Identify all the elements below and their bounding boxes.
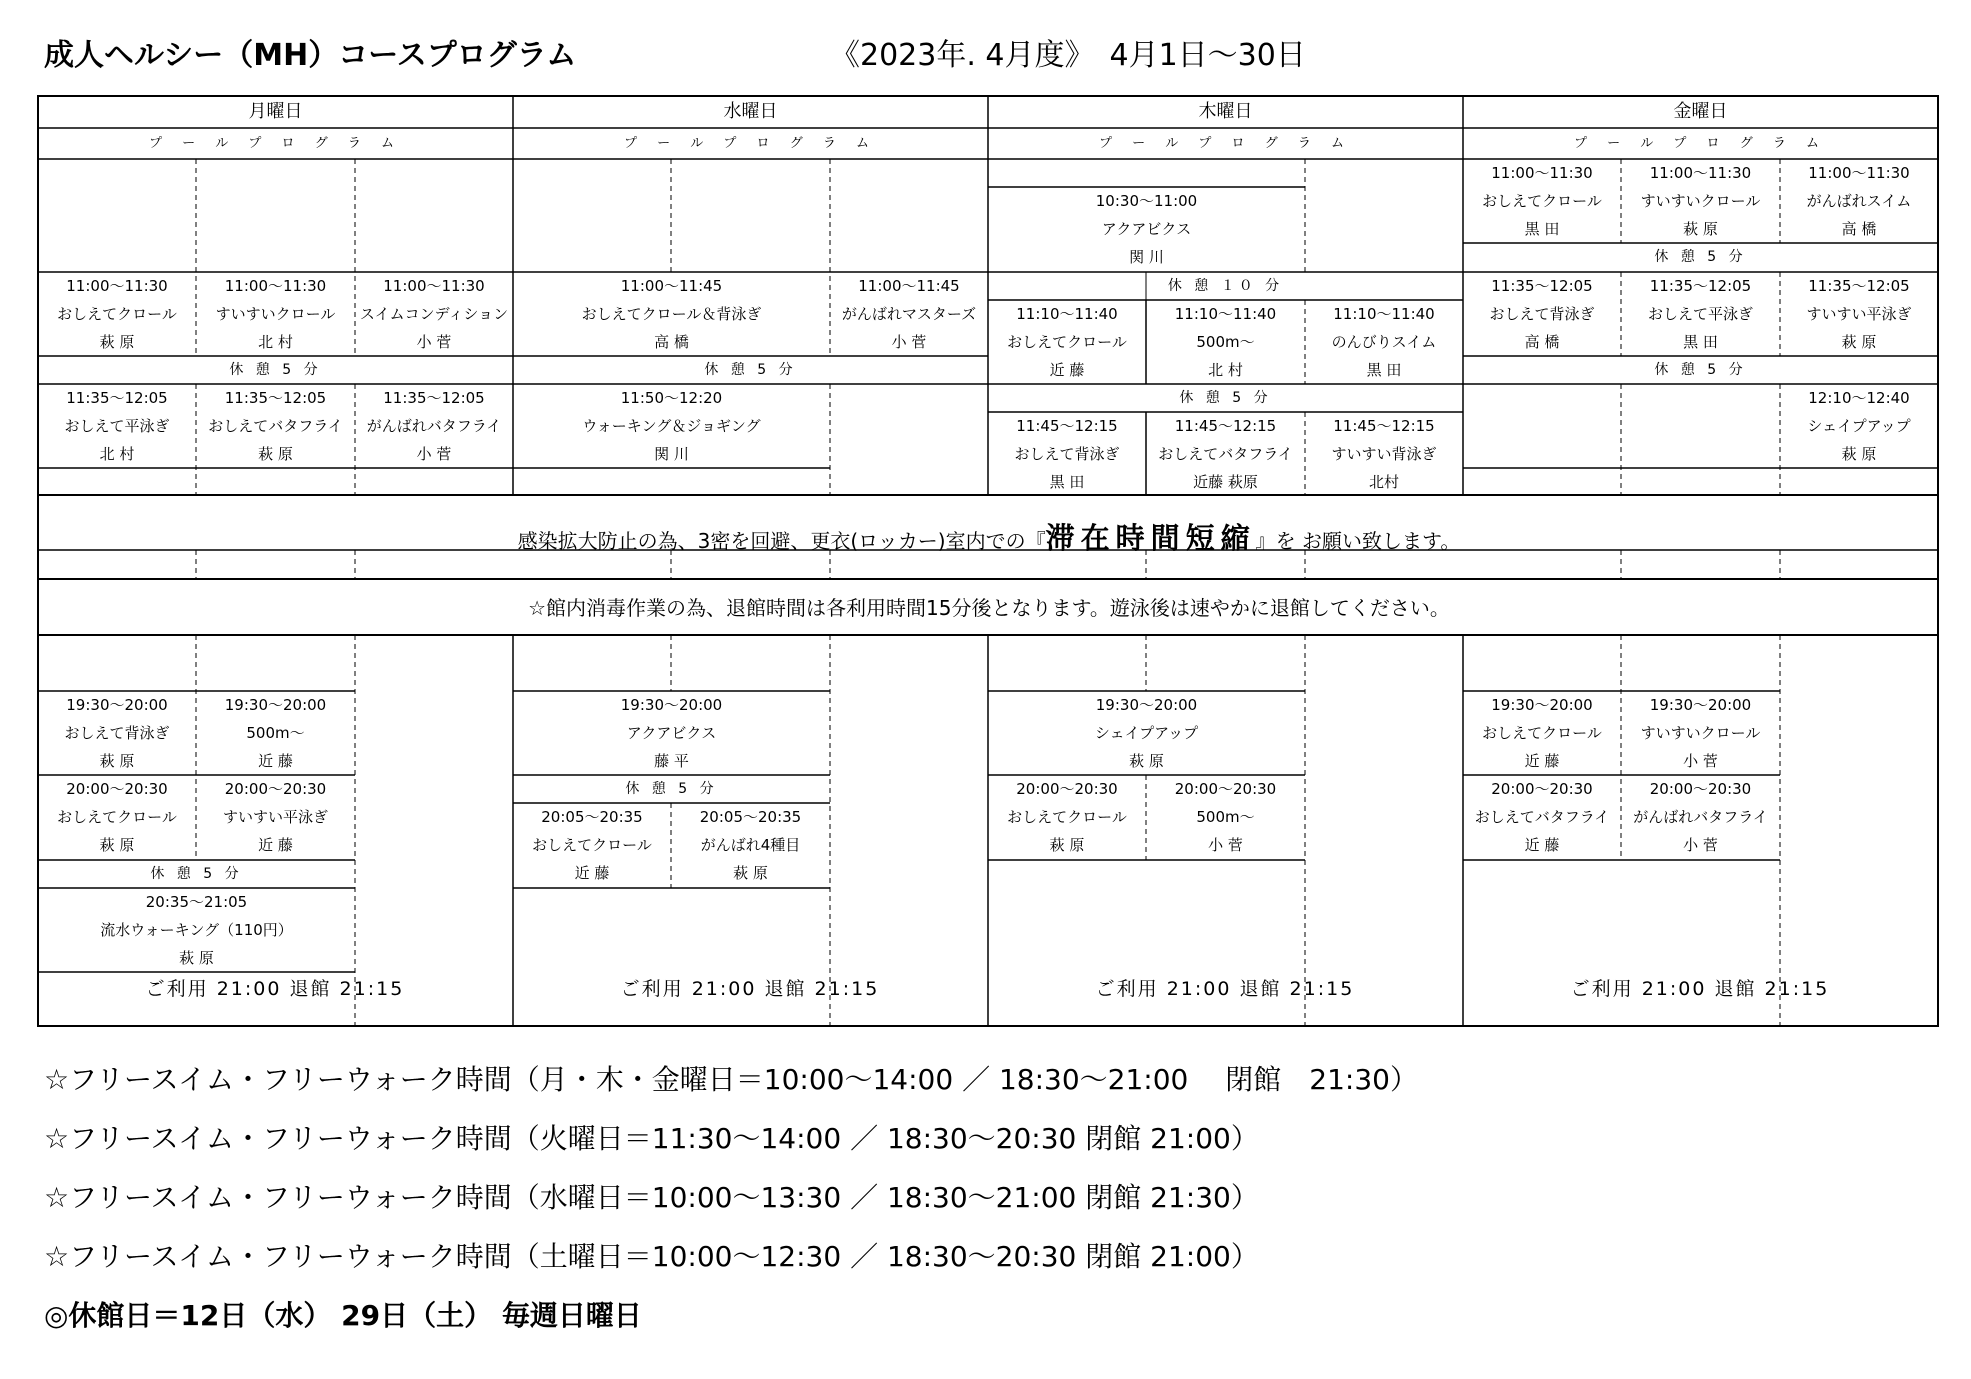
class-time: 20:05～20:35 <box>699 808 802 826</box>
class-instructor: 黒 田 <box>1366 361 1402 379</box>
class-time: 11:00～11:30 <box>66 277 168 295</box>
class-time: 11:10～11:40 <box>1016 305 1118 323</box>
class-name: おしえて平泳ぎ <box>1647 305 1753 323</box>
class-time: 19:30～20:00 <box>1649 696 1752 714</box>
class-instructor: 近 藤 <box>258 836 293 854</box>
class-name: がんばれスイム <box>1806 192 1912 210</box>
class-time: 11:35～12:05 <box>66 389 168 407</box>
class-instructor: 小 菅 <box>416 333 452 351</box>
free-swim-line: ☆フリースイム・フリーウォーク時間（火曜日＝11:30～14:00 ／ 18:30～20:30 閉館 21:00） <box>44 1122 1259 1155</box>
class-instructor: 藤 平 <box>654 752 689 770</box>
class-time: 11:35～12:05 <box>1649 277 1752 295</box>
class-time: 11:45～12:15 <box>1174 417 1277 435</box>
class-name: すいすいクロール <box>1640 724 1761 742</box>
break-label: 休 憩 １０ 分 <box>1167 278 1284 294</box>
class-name: ウォーキング＆ジョギング <box>582 417 761 435</box>
class-instructor: 北 村 <box>258 333 293 351</box>
break-label: 休 憩 5 分 <box>1654 249 1747 265</box>
class-time: 19:30～20:00 <box>1095 696 1198 714</box>
class-name: おしえてクロール <box>57 305 177 323</box>
class-time: 11:00～11:45 <box>858 277 960 295</box>
class-name: のんびりスイム <box>1331 333 1437 351</box>
class-name: おしえてクロール <box>57 808 177 826</box>
class-instructor: 北 村 <box>1208 361 1243 379</box>
class-time: 10:30～11:00 <box>1095 192 1198 210</box>
class-name: 流水ウォーキング（110円） <box>100 921 293 939</box>
class-name: おしえて背泳ぎ <box>1489 305 1595 323</box>
class-instructor: 黒 田 <box>1049 473 1085 491</box>
class-instructor: 小 菅 <box>416 445 452 463</box>
class-time: 19:30～20:00 <box>1491 696 1593 714</box>
class-instructor: 北 村 <box>99 445 135 463</box>
notice-stay-short: 感染拡大防止の為、3密を回避、更衣(ロッカー)室内での『滞在時間短縮』を お願い致します。 <box>517 521 1461 555</box>
class-name: おしえて背泳ぎ <box>64 724 170 742</box>
free-swim-line: ☆フリースイム・フリーウォーク時間（水曜日＝10:00～13:30 ／ 18:30～21:00 閉館 21:30） <box>44 1181 1259 1214</box>
class-name: おしえてバタフライ <box>1474 808 1610 826</box>
class-name: おしえてクロール <box>1482 724 1602 742</box>
class-instructor: 黒 田 <box>1683 333 1718 351</box>
class-time: 11:00～11:30 <box>224 277 327 295</box>
class-name: がんばれ4種目 <box>700 836 801 854</box>
class-time: 11:00～11:30 <box>1808 164 1910 182</box>
class-instructor: 高 橋 <box>1524 333 1560 351</box>
break-label: 休 憩 5 分 <box>704 362 797 378</box>
class-name: すいすい平泳ぎ <box>222 808 328 826</box>
class-time: 20:00～20:30 <box>1016 780 1118 798</box>
class-instructor: 近 藤 <box>1524 836 1560 854</box>
day-header-friday: 金曜日 <box>1673 101 1728 122</box>
class-name: すいすいクロール <box>215 305 336 323</box>
class-time: 11:10～11:40 <box>1333 305 1435 323</box>
break-label: 休 憩 5 分 <box>150 866 243 882</box>
notice-disinfection: ☆館内消毒作業の為、退館時間は各利用時間15分後となります。遊泳後は速やかに退館してください。 <box>528 596 1450 620</box>
class-time: 20:00～20:30 <box>1174 780 1277 798</box>
class-instructor: 高 橋 <box>1841 220 1877 238</box>
class-name: すいすい背泳ぎ <box>1331 445 1437 463</box>
class-name: がんばれマスターズ <box>841 305 977 323</box>
class-time: 11:10～11:40 <box>1174 305 1277 323</box>
break-label: 休 憩 5 分 <box>1654 362 1747 378</box>
free-swim-line: ☆フリースイム・フリーウォーク時間（月・木・金曜日＝10:00～14:00 ／ 18:30～21:00 閉館 21:30） <box>44 1063 1418 1096</box>
pool-program-label: プ ー ル プ ロ グ ラ ム <box>1574 136 1827 151</box>
class-name: スイムコンディション <box>359 305 509 323</box>
class-name: アクアビクス <box>1101 220 1192 238</box>
class-instructor: 萩 原 <box>99 836 135 854</box>
class-time: 11:35～12:05 <box>1491 277 1593 295</box>
holiday-line: ◎休館日＝12日（水） 29日（土） 毎週日曜日 <box>44 1299 642 1332</box>
class-instructor: 小 菅 <box>1683 752 1718 770</box>
break-label: 休 憩 5 分 <box>229 362 322 378</box>
class-instructor: 萩 原 <box>1841 333 1877 351</box>
class-time: 11:00～11:30 <box>1491 164 1593 182</box>
class-name: おしえて背泳ぎ <box>1014 445 1120 463</box>
class-instructor: 萩 原 <box>1841 445 1877 463</box>
break-label: 休 憩 5 分 <box>625 781 718 797</box>
period-label: 《2023年. 4月度》 4月1日～30日 <box>830 38 1306 73</box>
pool-program-label: プ ー ル プ ロ グ ラ ム <box>149 136 402 151</box>
closing-time: ご利用 21:00 退館 21:15 <box>1095 978 1355 1000</box>
class-time: 20:00～20:30 <box>1649 780 1752 798</box>
class-name: すいすい平泳ぎ <box>1806 305 1912 323</box>
class-instructor: 近 藤 <box>1049 361 1085 379</box>
class-instructor: 近藤 萩原 <box>1193 473 1258 491</box>
class-name: がんばれバタフライ <box>366 417 502 435</box>
class-time: 20:00～20:30 <box>1491 780 1593 798</box>
class-instructor: 萩 原 <box>258 445 293 463</box>
class-time: 20:05～20:35 <box>541 808 643 826</box>
class-time: 19:30～20:00 <box>66 696 168 714</box>
class-time: 11:00～11:45 <box>620 277 723 295</box>
closing-time: ご利用 21:00 退館 21:15 <box>620 978 880 1000</box>
class-instructor: 小 菅 <box>891 333 927 351</box>
class-instructor: 北村 <box>1368 473 1399 491</box>
class-instructor: 萩 原 <box>733 864 768 882</box>
class-time: 11:45～12:15 <box>1016 417 1118 435</box>
class-instructor: 小 菅 <box>1208 836 1243 854</box>
class-name: がんばれバタフライ <box>1633 808 1768 826</box>
class-name: おしえてクロール <box>1482 192 1602 210</box>
class-name: 500m～ <box>1196 808 1255 826</box>
class-name: おしえてバタフライ <box>1158 445 1293 463</box>
class-instructor: 黒 田 <box>1524 220 1560 238</box>
day-header-wednesday: 水曜日 <box>723 101 778 122</box>
free-swim-line: ☆フリースイム・フリーウォーク時間（土曜日＝10:00～12:30 ／ 18:30～20:30 閉館 21:00） <box>44 1240 1259 1273</box>
class-name: アクアビクス <box>626 724 717 742</box>
class-name: おしえてクロール <box>532 836 652 854</box>
class-instructor: 関 川 <box>1129 248 1164 266</box>
class-time: 11:00～11:30 <box>1649 164 1752 182</box>
class-name: シェイプアップ <box>1807 417 1911 435</box>
class-name: おしえてクロール <box>1007 808 1127 826</box>
class-time: 19:30～20:00 <box>620 696 723 714</box>
class-name: おしえてクロール <box>1007 333 1127 351</box>
page-title: 成人ヘルシー（MH）コースプログラム <box>44 38 577 73</box>
class-time: 11:35～12:05 <box>383 389 485 407</box>
class-instructor: 萩 原 <box>99 333 135 351</box>
class-name: おしえてバタフライ <box>208 417 343 435</box>
class-time: 11:35～12:05 <box>224 389 327 407</box>
class-instructor: 関 川 <box>654 445 689 463</box>
day-header-monday: 月曜日 <box>248 101 303 122</box>
class-instructor: 近 藤 <box>258 752 293 770</box>
class-time: 11:35～12:05 <box>1808 277 1910 295</box>
class-instructor: 小 菅 <box>1683 836 1718 854</box>
class-time: 19:30～20:00 <box>224 696 327 714</box>
class-time: 20:35～21:05 <box>145 893 248 911</box>
class-name: 500m～ <box>246 724 305 742</box>
day-header-thursday: 木曜日 <box>1198 101 1253 122</box>
class-instructor: 近 藤 <box>1524 752 1560 770</box>
class-name: 500m～ <box>1196 333 1255 351</box>
class-instructor: 萩 原 <box>99 752 135 770</box>
class-time: 11:45～12:15 <box>1333 417 1435 435</box>
class-name: おしえて平泳ぎ <box>64 417 170 435</box>
class-time: 12:10～12:40 <box>1808 389 1910 407</box>
pool-program-label: プ ー ル プ ロ グ ラ ム <box>624 136 877 151</box>
class-time: 20:00～20:30 <box>224 780 327 798</box>
pool-program-label: プ ー ル プ ロ グ ラ ム <box>1099 136 1352 151</box>
class-name: おしえてクロール＆背泳ぎ <box>581 305 762 323</box>
class-instructor: 近 藤 <box>574 864 610 882</box>
class-instructor: 高 橋 <box>654 333 689 351</box>
class-time: 11:00～11:30 <box>383 277 485 295</box>
break-label: 休 憩 5 分 <box>1179 390 1272 406</box>
closing-time: ご利用 21:00 退館 21:15 <box>1570 978 1830 1000</box>
class-instructor: 萩 原 <box>1683 220 1718 238</box>
class-time: 20:00～20:30 <box>66 780 168 798</box>
class-name: シェイプアップ <box>1094 724 1199 742</box>
class-instructor: 萩 原 <box>1129 752 1164 770</box>
closing-time: ご利用 21:00 退館 21:15 <box>145 978 405 1000</box>
class-time: 11:50～12:20 <box>620 389 723 407</box>
class-instructor: 萩 原 <box>179 949 214 967</box>
class-name: すいすいクロール <box>1640 192 1761 210</box>
class-instructor: 萩 原 <box>1049 836 1085 854</box>
